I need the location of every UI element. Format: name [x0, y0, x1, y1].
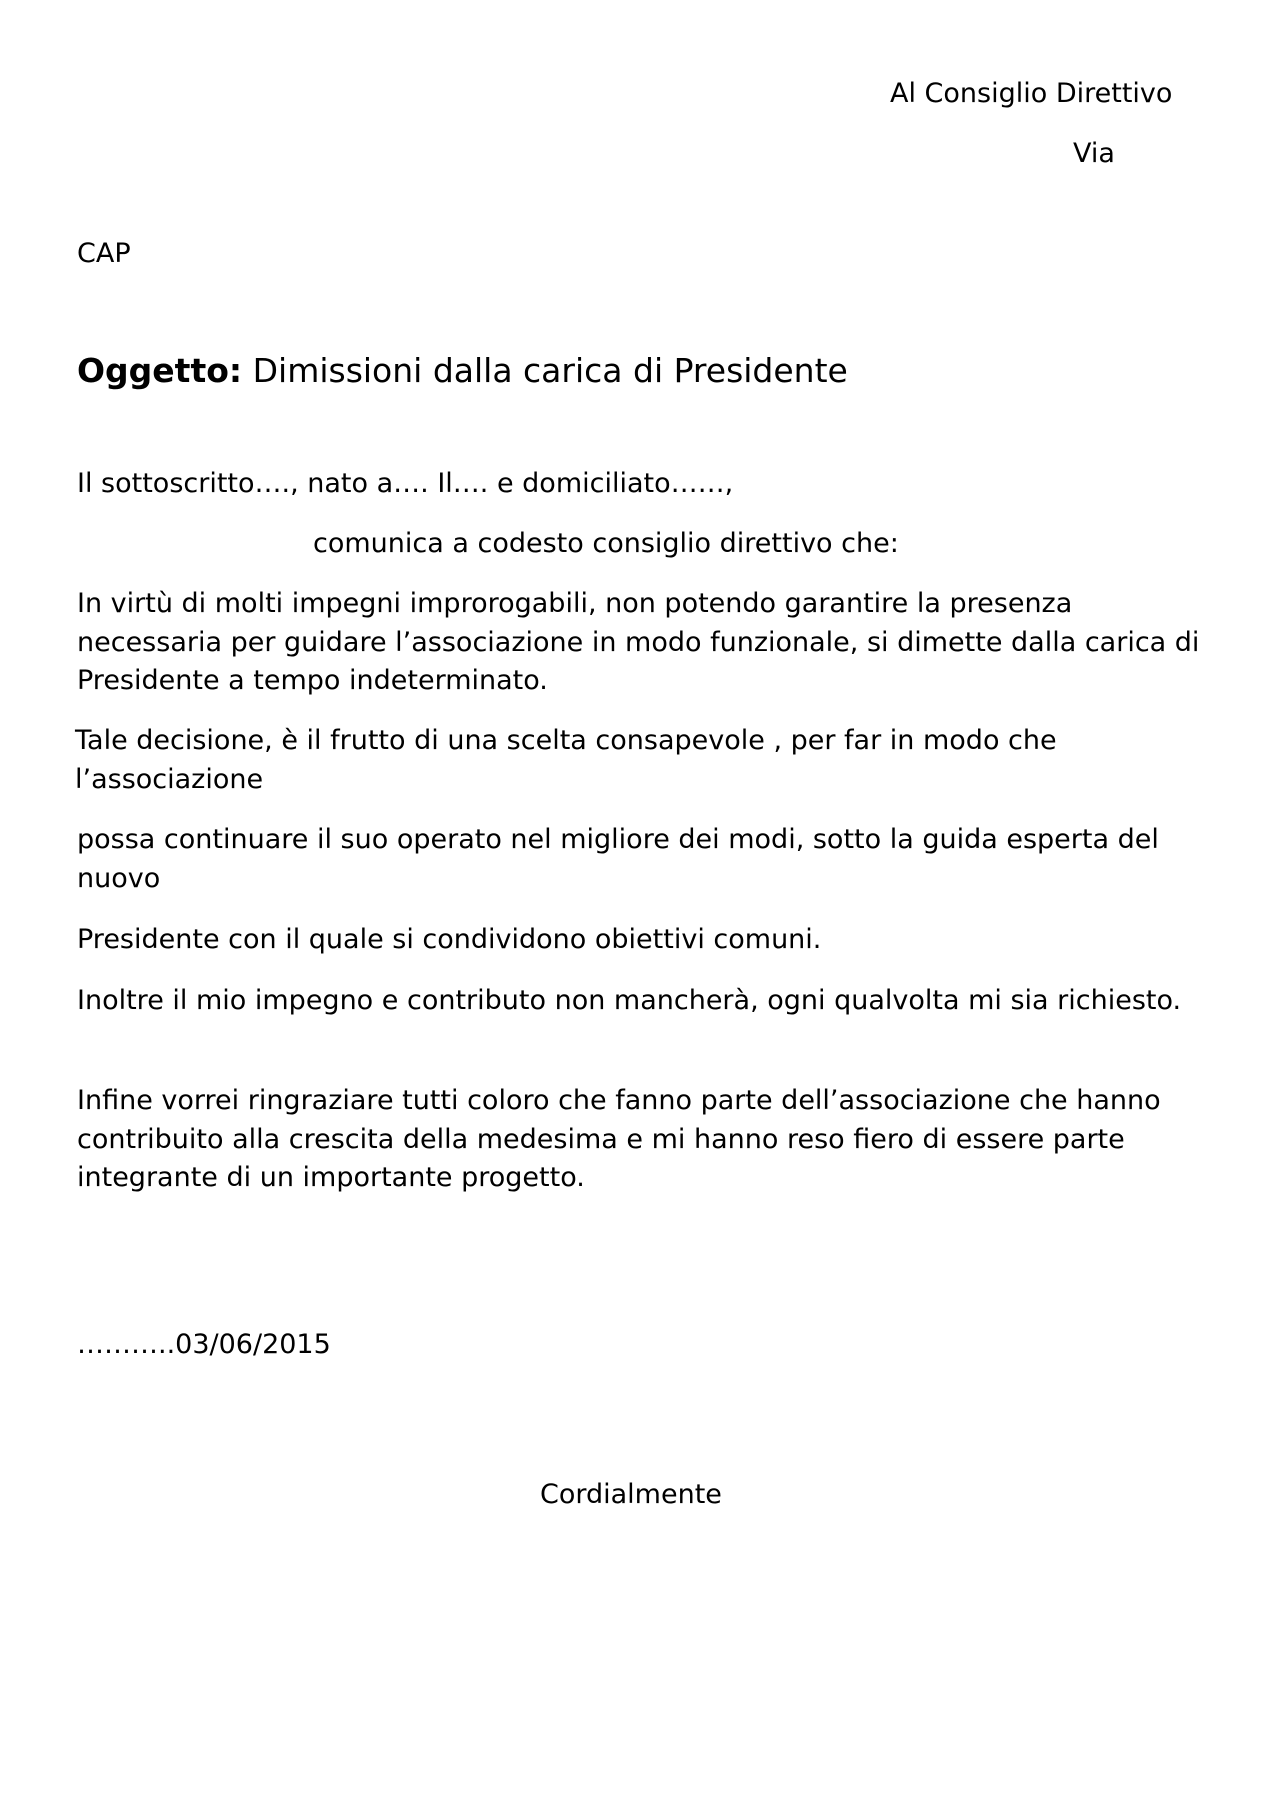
recipient-name: Al Consiglio Direttivo: [890, 78, 1173, 109]
body-paragraph-3: possa continuare il suo operato nel migliore dei modi, sotto la guida esperta del nuovo: [77, 824, 1159, 894]
date-line: ………..03/06/2015: [77, 1329, 331, 1360]
closing-line: Cordialmente: [540, 1479, 722, 1510]
recipient-postcode: CAP: [77, 238, 131, 269]
subject-label: Oggetto:: [77, 351, 243, 390]
body-paragraph-6: Infine vorrei ringraziare tutti coloro che fanno parte dell’associazione che hanno contribuito alla crescita della medesima e mi hanno reso fiero di essere parte integrante di un importante progetto.: [77, 1085, 1161, 1193]
intro-line: Il sottoscritto…., nato a…. Il…. e domiciliato……,: [77, 468, 734, 499]
subject-line: [77, 349, 848, 393]
body-paragraph-5: Inoltre il mio impegno e contributo non mancherà, ogni qualvolta mi sia richiesto.: [77, 985, 1182, 1016]
recipient-street: Via: [1073, 138, 1115, 169]
body-paragraph-2: Tale decisione, è il frutto di una scelta consapevole , per far in modo che l’associazione: [75, 725, 1057, 795]
body-paragraph-1: In virtù di molti impegni improrogabili, non potendo garantire la presenza necessaria per guidare l’associazione in modo funzionale, si dimette dalla carica di Presidente a tempo indeterminato.: [77, 588, 1200, 696]
body-paragraph-4: Presidente con il quale si condividono obiettivi comuni.: [77, 924, 822, 955]
subject-text: Dimissioni dalla carica di Presidente: [252, 351, 848, 390]
statement-line: comunica a codesto consiglio direttivo che:: [313, 528, 899, 559]
